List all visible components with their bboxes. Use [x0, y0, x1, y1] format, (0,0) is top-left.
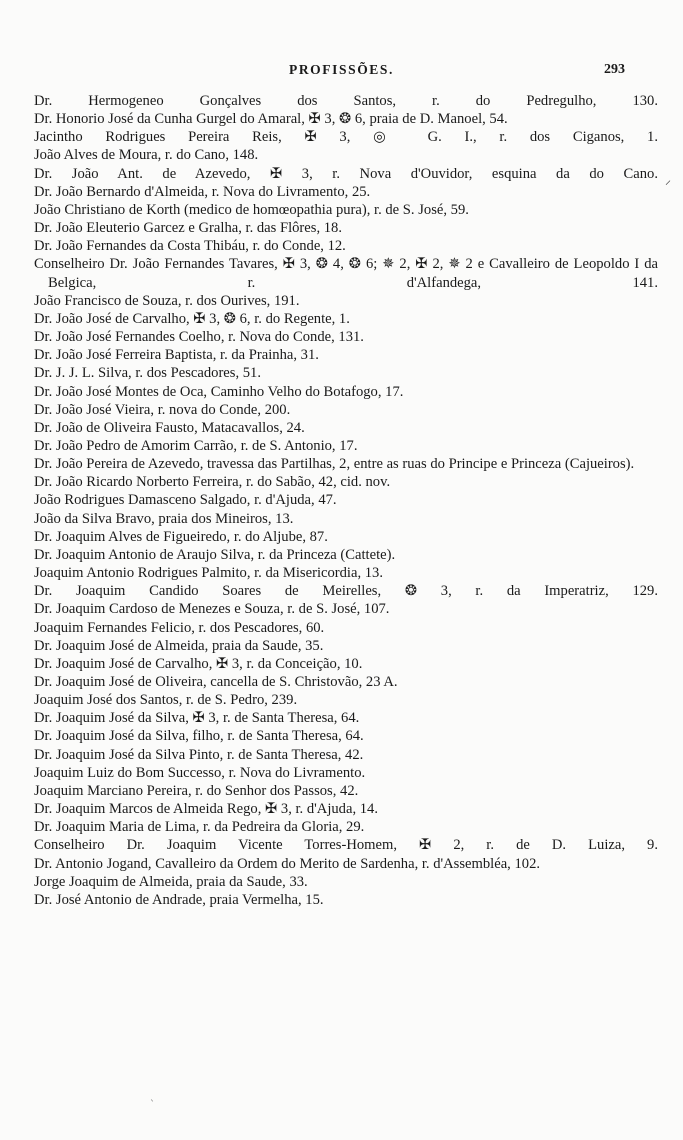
directory-entry: João Francisco de Souza, r. dos Ourives, 191. [34, 292, 300, 309]
directory-entry: Dr. João Fernandes da Costa Thibáu, r. do Conde, 12. [34, 238, 346, 255]
directory-entry: Dr. João de Oliveira Fausto, Matacavallos, 24. [34, 419, 305, 436]
directory-entry: João da Silva Bravo, praia dos Mineiros, 13. [34, 510, 294, 527]
directory-entry: Dr. Honorio José da Cunha Gurgel do Amaral, ✠ 3, ❂ 6, praia de D. Manoel, 54. [34, 111, 508, 128]
directory-entry: Dr. João José de Carvalho, ✠ 3, ❂ 6, r. do Regente, 1. [34, 310, 350, 327]
directory-entry: Dr. João José Montes de Oca, Caminho Velho do Botafogo, 17. [34, 383, 404, 400]
directory-entry: Dr. João Eleuterio Garcez e Gralha, r. das Flôres, 18. [34, 220, 342, 237]
directory-entry: Dr. Joaquim José da Silva, filho, r. de Santa Theresa, 64. [34, 728, 364, 745]
directory-entry: João Alves de Moura, r. do Cano, 148. [34, 147, 259, 164]
directory-entry: Dr. Joaquim José de Carvalho, ✠ 3, r. da Conceição, 10. [34, 655, 363, 672]
directory-entry: Joaquim Antonio Rodrigues Palmito, r. da Misericordia, 13. [34, 565, 384, 582]
directory-entry: Dr. João Ricardo Norberto Ferreira, r. do Sabão, 42, cid. nov. [34, 474, 391, 491]
directory-entry: Dr. João Pedro de Amorim Carrão, r. de S. Antonio, 17. [34, 437, 358, 454]
directory-entry: Dr. Hermogeneo Gonçalves dos Santos, r. do Pedregulho, 130. [34, 93, 658, 109]
directory-entry: Conselheiro Dr. Joaquim Vicente Torres-Homem, ✠ 2, r. de D. Luiza, 9. [34, 837, 658, 854]
directory-entry: Joaquim Fernandes Felicio, r. dos Pescadores, 60. [34, 619, 325, 636]
page-number: 293 [604, 62, 625, 77]
directory-entry: Dr. João Ant. de Azevedo, ✠ 3, r. Nova d'Ouvidor, esquina da do Cano. [34, 165, 658, 182]
directory-entry: Dr. José Antonio de Andrade, praia Vermelha, 15. [34, 891, 324, 908]
directory-entry: Dr. João José Vieira, r. nova do Conde, 200. [34, 401, 291, 418]
directory-entry: Dr. João José Fernandes Coelho, r. Nova do Conde, 131. [34, 329, 364, 346]
directory-entry: Joaquim Luiz do Bom Successo, r. Nova do Livramento. [34, 764, 366, 781]
directory-entry: Conselheiro Dr. João Fernandes Tavares, ✠ 3, ❂ 4, ❂ 6; ✵ 2, ✠ 2, ✵ 2 e Cavalleiro de Leopoldo I da Belgica, r. d'Alfandega, 141. [34, 256, 658, 291]
directory-entry: Dr. Joaquim Antonio de Araujo Silva, r. da Princeza (Cattete). [34, 546, 396, 563]
directory-entry: Jacintho Rodrigues Pereira Reis, ✠ 3, ◎ G. I., r. dos Ciganos, 1. [34, 129, 658, 146]
margin-mark: ⸍ [664, 178, 671, 192]
directory-entry: Dr. Joaquim Alves de Figueiredo, r. do Aljube, 87. [34, 528, 328, 545]
directory-entry: Dr. Joaquim Cardoso de Menezes e Souza, r. de S. José, 107. [34, 601, 390, 618]
directory-entry: João Christiano de Korth (medico de homœopathia pura), r. de S. José, 59. [34, 201, 469, 218]
directory-entry: Dr. Joaquim José da Silva, ✠ 3, r. de Santa Theresa, 64. [34, 710, 360, 727]
directory-entry: Dr. João Pereira de Azevedo, travessa das Partilhas, 2, entre as ruas do Principe e Princeza (Cajueiros). [34, 456, 635, 473]
running-title: PROFISSÕES. [288, 62, 394, 77]
directory-entry: Dr. Antonio Jogand, Cavalleiro da Ordem do Merito de Sardenha, r. d'Assembléa, 102. [34, 855, 541, 872]
directory-entry: Dr. Joaquim Candido Soares de Meirelles, ❂ 3, r. da Imperatriz, 129. [34, 583, 658, 600]
directory-entry: Dr. Joaquim Marcos de Almeida Rego, ✠ 3, r. d'Ajuda, 14. [34, 801, 378, 818]
directory-entry: Dr. Joaquim José de Oliveira, cancella de S. Christovão, 23 A. [34, 674, 398, 690]
directory-entries [34, 92, 658, 909]
directory-entry: Joaquim Marciano Pereira, r. do Senhor dos Passos, 42. [34, 782, 359, 799]
directory-entry: Dr. Joaquim José da Silva Pinto, r. de Santa Theresa, 42. [34, 746, 364, 763]
directory-entry: Dr. João Bernardo d'Almeida, r. Nova do Livramento, 25. [34, 183, 371, 200]
directory-entry: Joaquim José dos Santos, r. de S. Pedro, 239. [34, 692, 298, 709]
directory-entry: Dr. J. J. L. Silva, r. dos Pescadores, 51. [34, 365, 262, 382]
directory-entry: Dr. João José Ferreira Baptista, r. da Prainha, 31. [34, 347, 319, 364]
page-speck: ˋ [150, 1100, 155, 1111]
directory-entry: Dr. Joaquim José de Almeida, praia da Saude, 35. [34, 637, 324, 654]
directory-entry: Dr. Joaquim Maria de Lima, r. da Pedreira da Gloria, 29. [34, 819, 365, 836]
directory-entry: Jorge Joaquim de Almeida, praia da Saude, 33. [34, 873, 308, 890]
page-header [0, 62, 683, 82]
directory-entry: João Rodrigues Damasceno Salgado, r. d'Ajuda, 47. [34, 492, 337, 509]
